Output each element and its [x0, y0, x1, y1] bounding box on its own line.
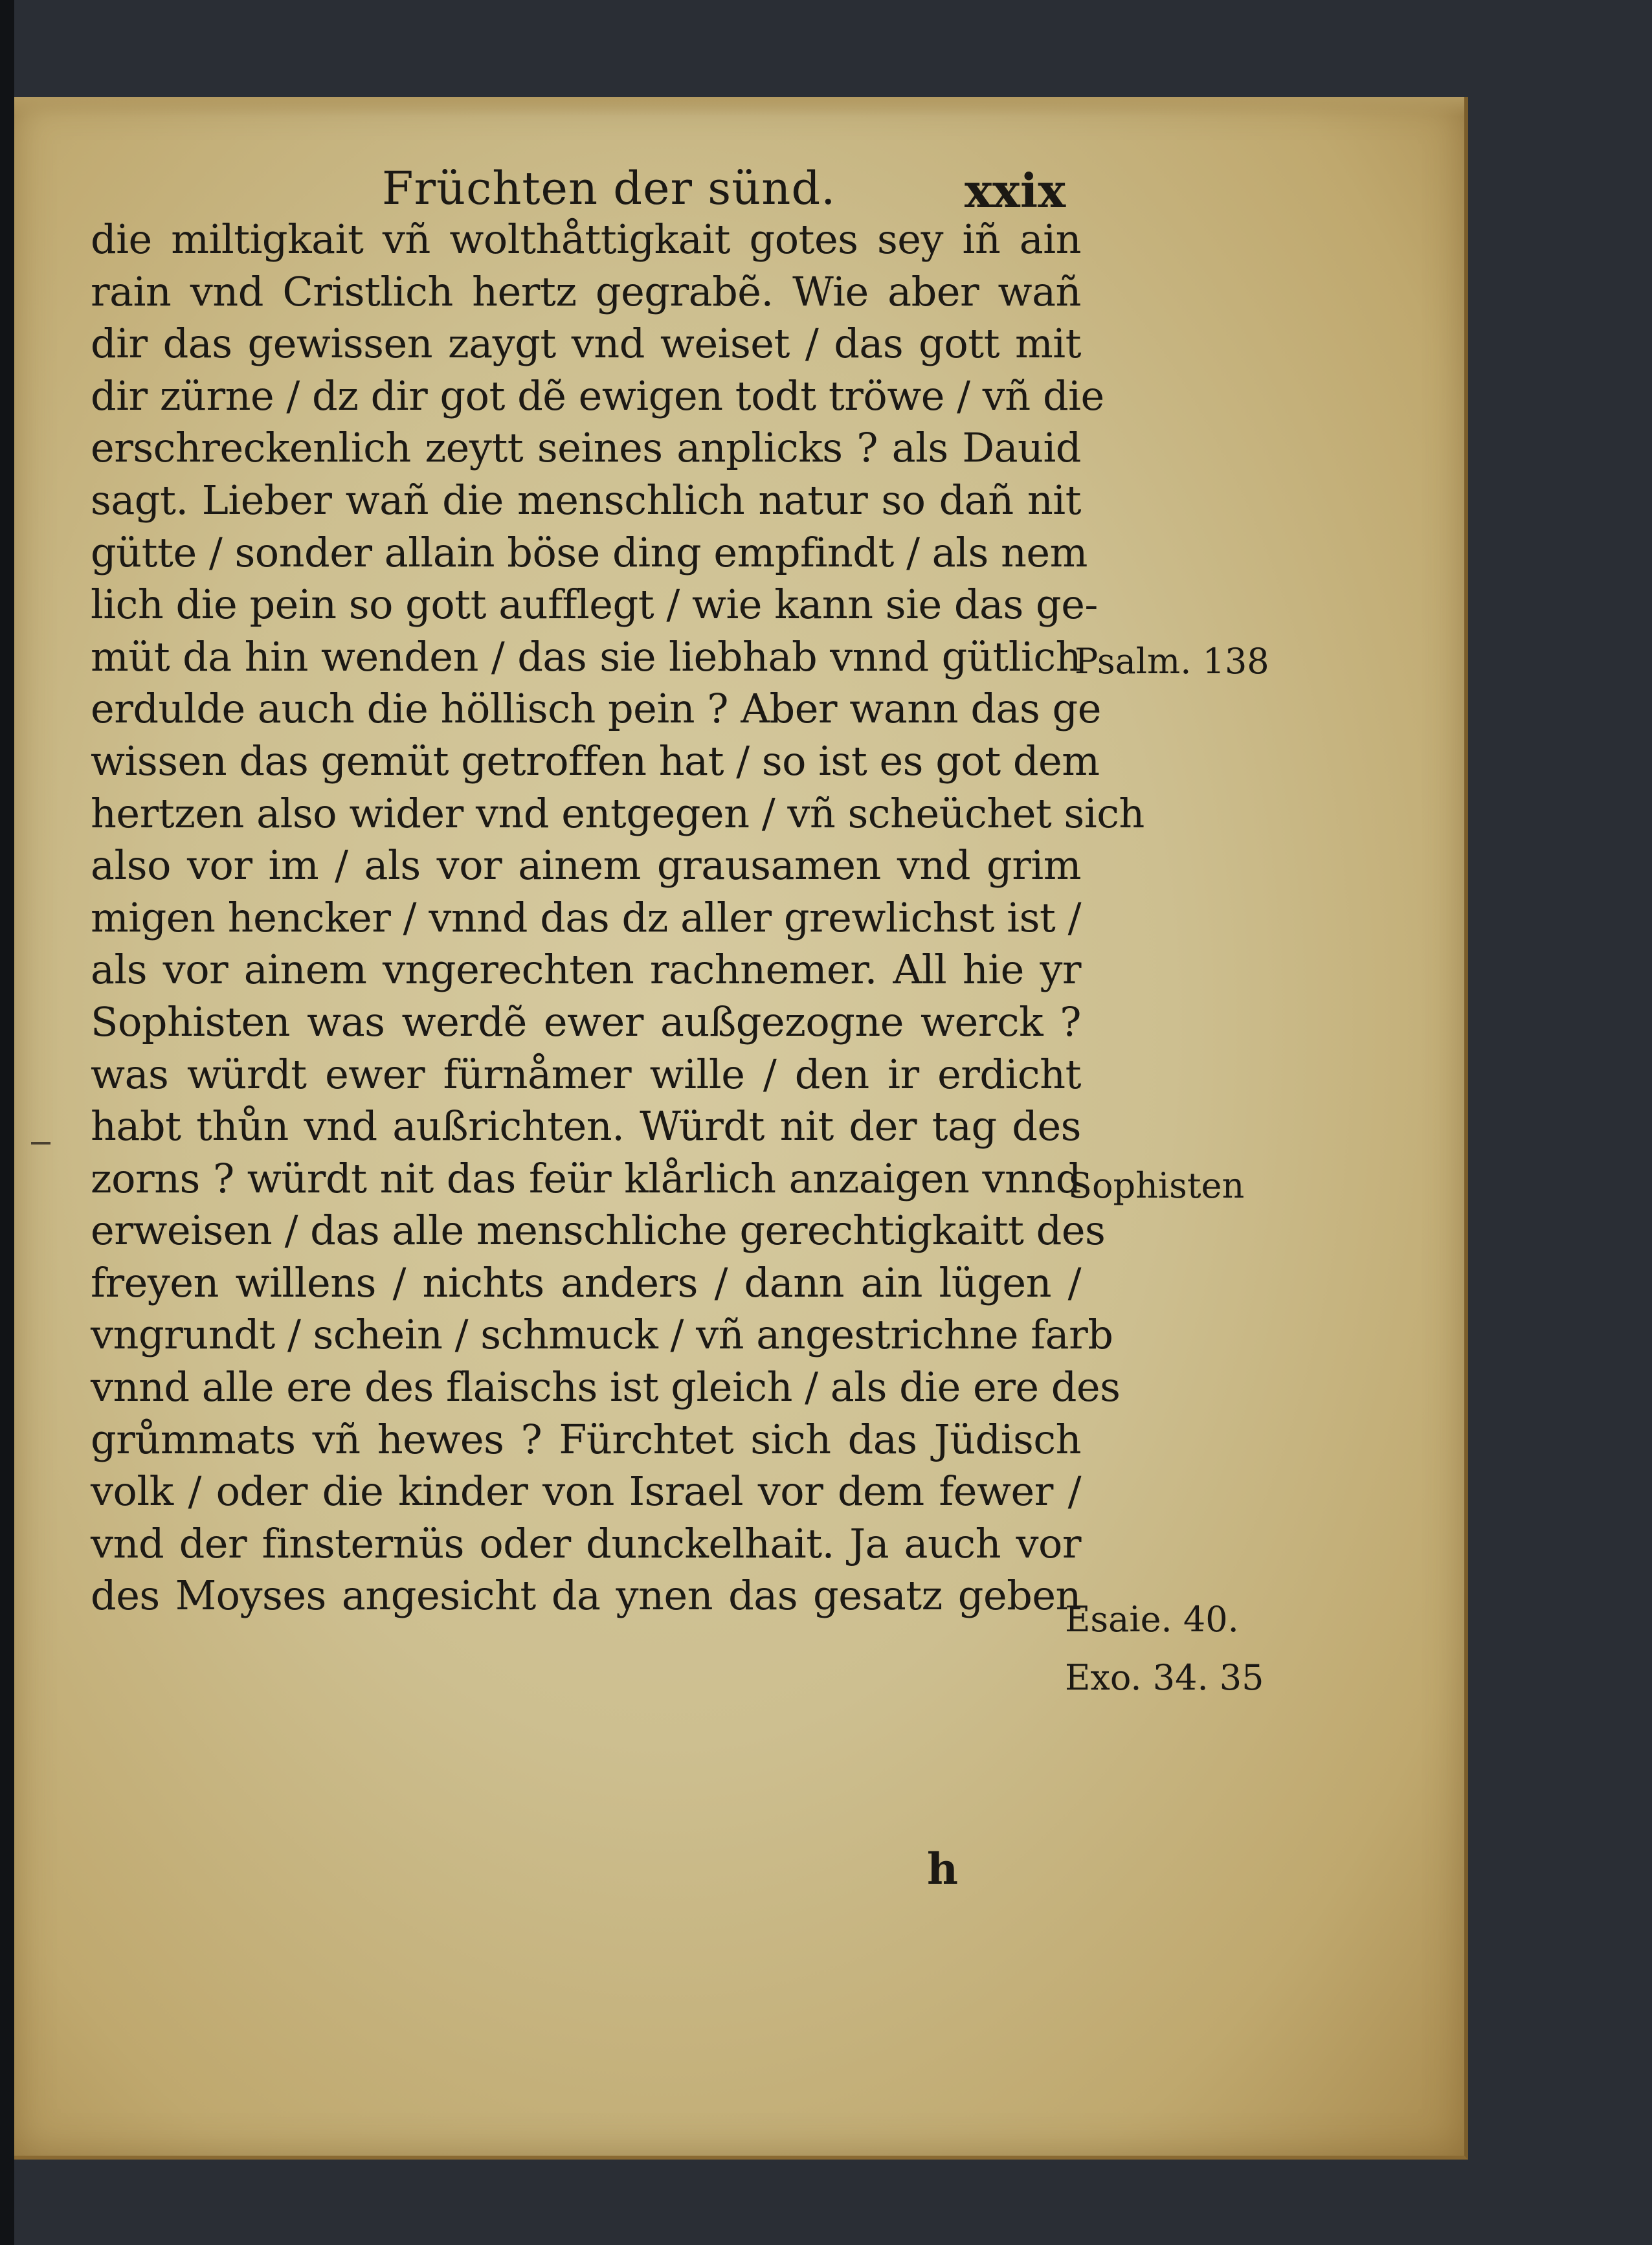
- page-edge-shading: [14, 97, 1464, 117]
- signature-mark: h: [927, 1844, 958, 1894]
- margin-note-psalm: Psalm. 138: [1075, 641, 1269, 682]
- text-line: vnd der finsternüs oder dunckelhait. Ja auch vor: [91, 1519, 1081, 1567]
- text-line: grůmmats vñ hewes ? Fürchtet sich das Jüdisch: [91, 1415, 1081, 1463]
- text-line: Sophisten was werdẽ ewer außgezogne werck ?: [91, 998, 1081, 1045]
- text-line: volk / oder die kinder von Israel vor dem fewer /: [91, 1468, 1081, 1515]
- body-text: [91, 214, 1144, 1622]
- text-line: vngrundt / schein / schmuck / vñ angestrichne farb: [91, 1311, 1113, 1359]
- text-line: was würdt ewer fürnåmer wille / den ir erdicht: [91, 1050, 1081, 1098]
- text-line: sagt. Lieber wañ die menschlich natur so dañ nit: [91, 476, 1081, 524]
- text-line: erschreckenlich zeytt seines anplicks ? als Dauid: [91, 424, 1081, 472]
- text-line: gütte / sonder allain böse ding empfindt / als nem: [91, 528, 1088, 576]
- text-line: müt da hin wenden / das sie liebhab vnnd gütlich: [91, 632, 1081, 680]
- text-line: freyen willens / nichts anders / dann ain lügen /: [91, 1258, 1081, 1306]
- margin-note-exodus: Exo. 34. 35: [1065, 1657, 1264, 1698]
- running-head: Früchten der sünd.: [382, 162, 836, 215]
- text-line: wissen das gemüt getroffen hat / so ist es got dem: [91, 737, 1100, 785]
- text-line: habt thůn vnd außrichten. Würdt nit der tag des: [91, 1102, 1081, 1150]
- text-line: dir zürne / dz dir got dẽ ewigen todt tröwe / vñ die: [91, 372, 1104, 419]
- text-line: rain vnd Cristlich hertz gegrabẽ. Wie aber wañ: [91, 267, 1081, 315]
- text-line: lich die pein so gott aufflegt / wie kann sie das ge-: [91, 581, 1098, 629]
- text-line: dir das gewissen zaygt vnd weiset / das gott mit: [91, 320, 1081, 368]
- folio-number: xxix: [965, 163, 1066, 218]
- margin-note-sophisten: Sophisten: [1068, 1165, 1245, 1206]
- text-line: migen hencker / vnnd das dz aller grewlichst ist /: [91, 893, 1081, 941]
- text-line: also vor im / als vor ainem grausamen vnd grim: [91, 842, 1081, 889]
- text-line: die miltigkait vñ wolthåttigkait gotes sey iñ ain: [91, 216, 1081, 263]
- margin-note-esaie: Esaie. 40.: [1065, 1599, 1239, 1640]
- text-line: erdulde auch die höllisch pein ? Aber wann das ge: [91, 685, 1101, 733]
- text-line: erweisen / das alle menschliche gerechtigkaitt des: [91, 1207, 1106, 1255]
- text-line: zorns ? würdt nit das feür klårlich anzaigen vnnd: [91, 1154, 1081, 1202]
- scan-background-edge: [0, 0, 14, 2245]
- margin-dash-mark: [31, 1142, 50, 1145]
- text-line: als vor ainem vngerechten rachnemer. All hie yr: [91, 946, 1081, 994]
- text-line: hertzen also wider vnd entgegen / vñ scheüchet sich: [91, 789, 1144, 837]
- text-line: des Moyses angesicht da ynen das gesatz geben: [91, 1572, 1081, 1620]
- text-line: vnnd alle ere des flaischs ist gleich / als die ere des: [91, 1363, 1121, 1411]
